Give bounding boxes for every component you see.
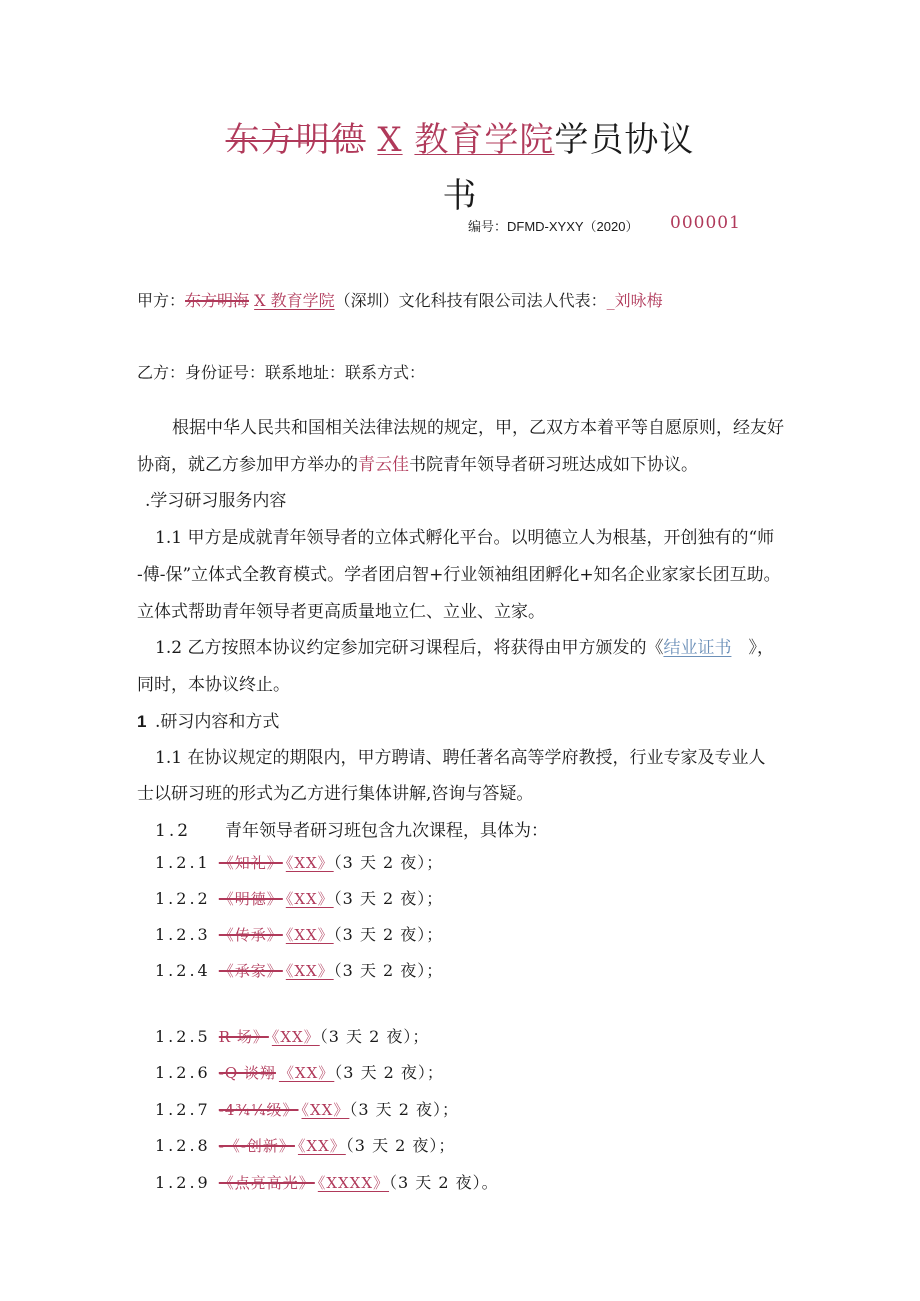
course-item <box>155 886 443 909</box>
course-title: 《XX》 <box>271 1028 320 1046</box>
intro-line2: 协商，就乙方参加甲方举办的青云佳书院青年领导者研习班达成如下协议。 <box>137 455 698 475</box>
title-edu: 教育学院 <box>414 120 555 160</box>
course-num: 1.2.7 <box>155 1100 219 1119</box>
course-item <box>155 958 443 981</box>
serial-label: 编号：DFMD-XYXY（2020） <box>468 219 639 234</box>
course-duration: （3 天 2 夜）； <box>333 889 444 908</box>
section1-heading: .学习研习服务内容 <box>145 491 287 511</box>
course-item <box>155 922 443 945</box>
certificate-link: 结业证书 <box>663 638 732 658</box>
serial-number: 000001 <box>670 213 741 233</box>
section1-p12-line1: 1.2 乙方按照本协议约定参加完研习课程后，将获得由甲方颁发的《结业证书 》， <box>155 638 774 658</box>
course-struck-title: 《知礼》 <box>218 854 283 872</box>
section1-p11-line1: 1.1 甲方是成就青年领导者的立体式孵化平台。以明德立人为根基，开创独有的“师 <box>155 528 775 548</box>
party-a-label: 甲方： <box>137 291 186 310</box>
course-item <box>155 1097 459 1120</box>
party-a-org2: X 教育学院 <box>254 291 335 310</box>
section2-p11-line1: 1.1 在协议规定的期限内，甲方聘请、聘任著名高等学府教授，行业专家及专业人 <box>155 748 766 768</box>
course-struck-title: 《明德》 <box>218 890 283 908</box>
title-line2: 书 <box>442 176 478 216</box>
document-title <box>0 112 920 161</box>
course-item <box>155 1170 499 1193</box>
party-a-org1: 东方明海 <box>185 291 250 310</box>
course-num: 1.2.5 <box>155 1027 219 1046</box>
course-title: 《XX》 <box>278 1064 335 1082</box>
title-x: X <box>377 120 403 160</box>
course-duration: （3 天 2 夜）； <box>345 1136 456 1155</box>
course-title: 《XX》 <box>285 890 334 908</box>
course-title: 《XX》 <box>285 926 334 944</box>
course-duration: （3 天 2 夜）； <box>333 925 444 944</box>
intro-academy: 青云佳 <box>358 455 409 475</box>
section2-p12: 1.2 青年领导者研习班包含九次课程，具体为： <box>155 821 549 841</box>
title-rest: 学员协议 <box>554 120 695 160</box>
section2-p11-line2: 士以研习班的形式为乙方进行集体讲解,咨询与答疑。 <box>137 784 534 804</box>
party-b: 乙方：身份证号：联系地址：联系方式： <box>137 363 426 382</box>
course-num: 1.2.1 <box>155 853 219 872</box>
course-item <box>155 1060 444 1083</box>
course-duration: （3 天 2 夜）； <box>349 1100 459 1119</box>
course-num: 1.2.9 <box>155 1173 219 1192</box>
course-struck-title: -4¾¼级》 <box>218 1101 299 1119</box>
course-title: 《XX》 <box>297 1137 346 1155</box>
course-num: 1.2.6 <box>155 1063 219 1082</box>
section1-p11-line2: -傅-保”立体式全教育模式。学者团启智+行业领袖组团孵化+知名企业家家长团互助。 <box>137 565 781 585</box>
party-a-rep: _刘咏梅 <box>606 291 663 310</box>
course-struck-title: -《-创新》 <box>218 1137 295 1155</box>
course-num: 1.2.3 <box>155 925 219 944</box>
course-title: 《XX》 <box>285 962 334 980</box>
course-item <box>155 850 443 873</box>
course-struck-title: 《传承》 <box>218 926 283 944</box>
course-struck-title: 《点亮高光》 <box>218 1174 315 1192</box>
course-struck-title: 《承家》 <box>218 962 283 980</box>
course-item <box>155 1024 429 1047</box>
course-struck-title: R 场》 <box>218 1028 269 1046</box>
course-title: 《XXXX》 <box>317 1174 390 1192</box>
course-num: 1.2.8 <box>155 1136 219 1155</box>
party-a <box>137 288 663 311</box>
course-title: 《XX》 <box>285 854 334 872</box>
intro-line1: 根据中华人民共和国相关法律法规的规定，甲，乙双方本着平等自愿原则，经友好 <box>172 418 784 438</box>
section2-num: 1 <box>137 712 147 731</box>
course-title: 《XX》 <box>301 1101 350 1119</box>
party-a-rest: （深圳）文化科技有限公司法人代表： <box>334 291 607 310</box>
course-struck-title: -Q 谈翔 <box>218 1064 276 1082</box>
course-duration: （3 天 2 夜）； <box>334 1063 444 1082</box>
section1-p11-line3: 立体式帮助青年领导者更高质量地立仁、立业、立家。 <box>137 602 545 622</box>
section1-p12-line2: 同时，本协议终止。 <box>137 675 290 695</box>
course-duration: （3 天 2 夜）； <box>319 1027 430 1046</box>
course-duration: （3 天 2 夜）。 <box>389 1173 499 1192</box>
course-duration: （3 天 2 夜）； <box>333 961 444 980</box>
course-num: 1.2.2 <box>155 889 219 908</box>
section2-heading: 1 .研习内容和方式 <box>137 712 280 732</box>
course-duration: （3 天 2 夜）； <box>333 853 444 872</box>
course-item <box>155 1133 455 1156</box>
course-num: 1.2.4 <box>155 961 219 980</box>
title-org-struck: 东方明德 <box>225 120 366 160</box>
